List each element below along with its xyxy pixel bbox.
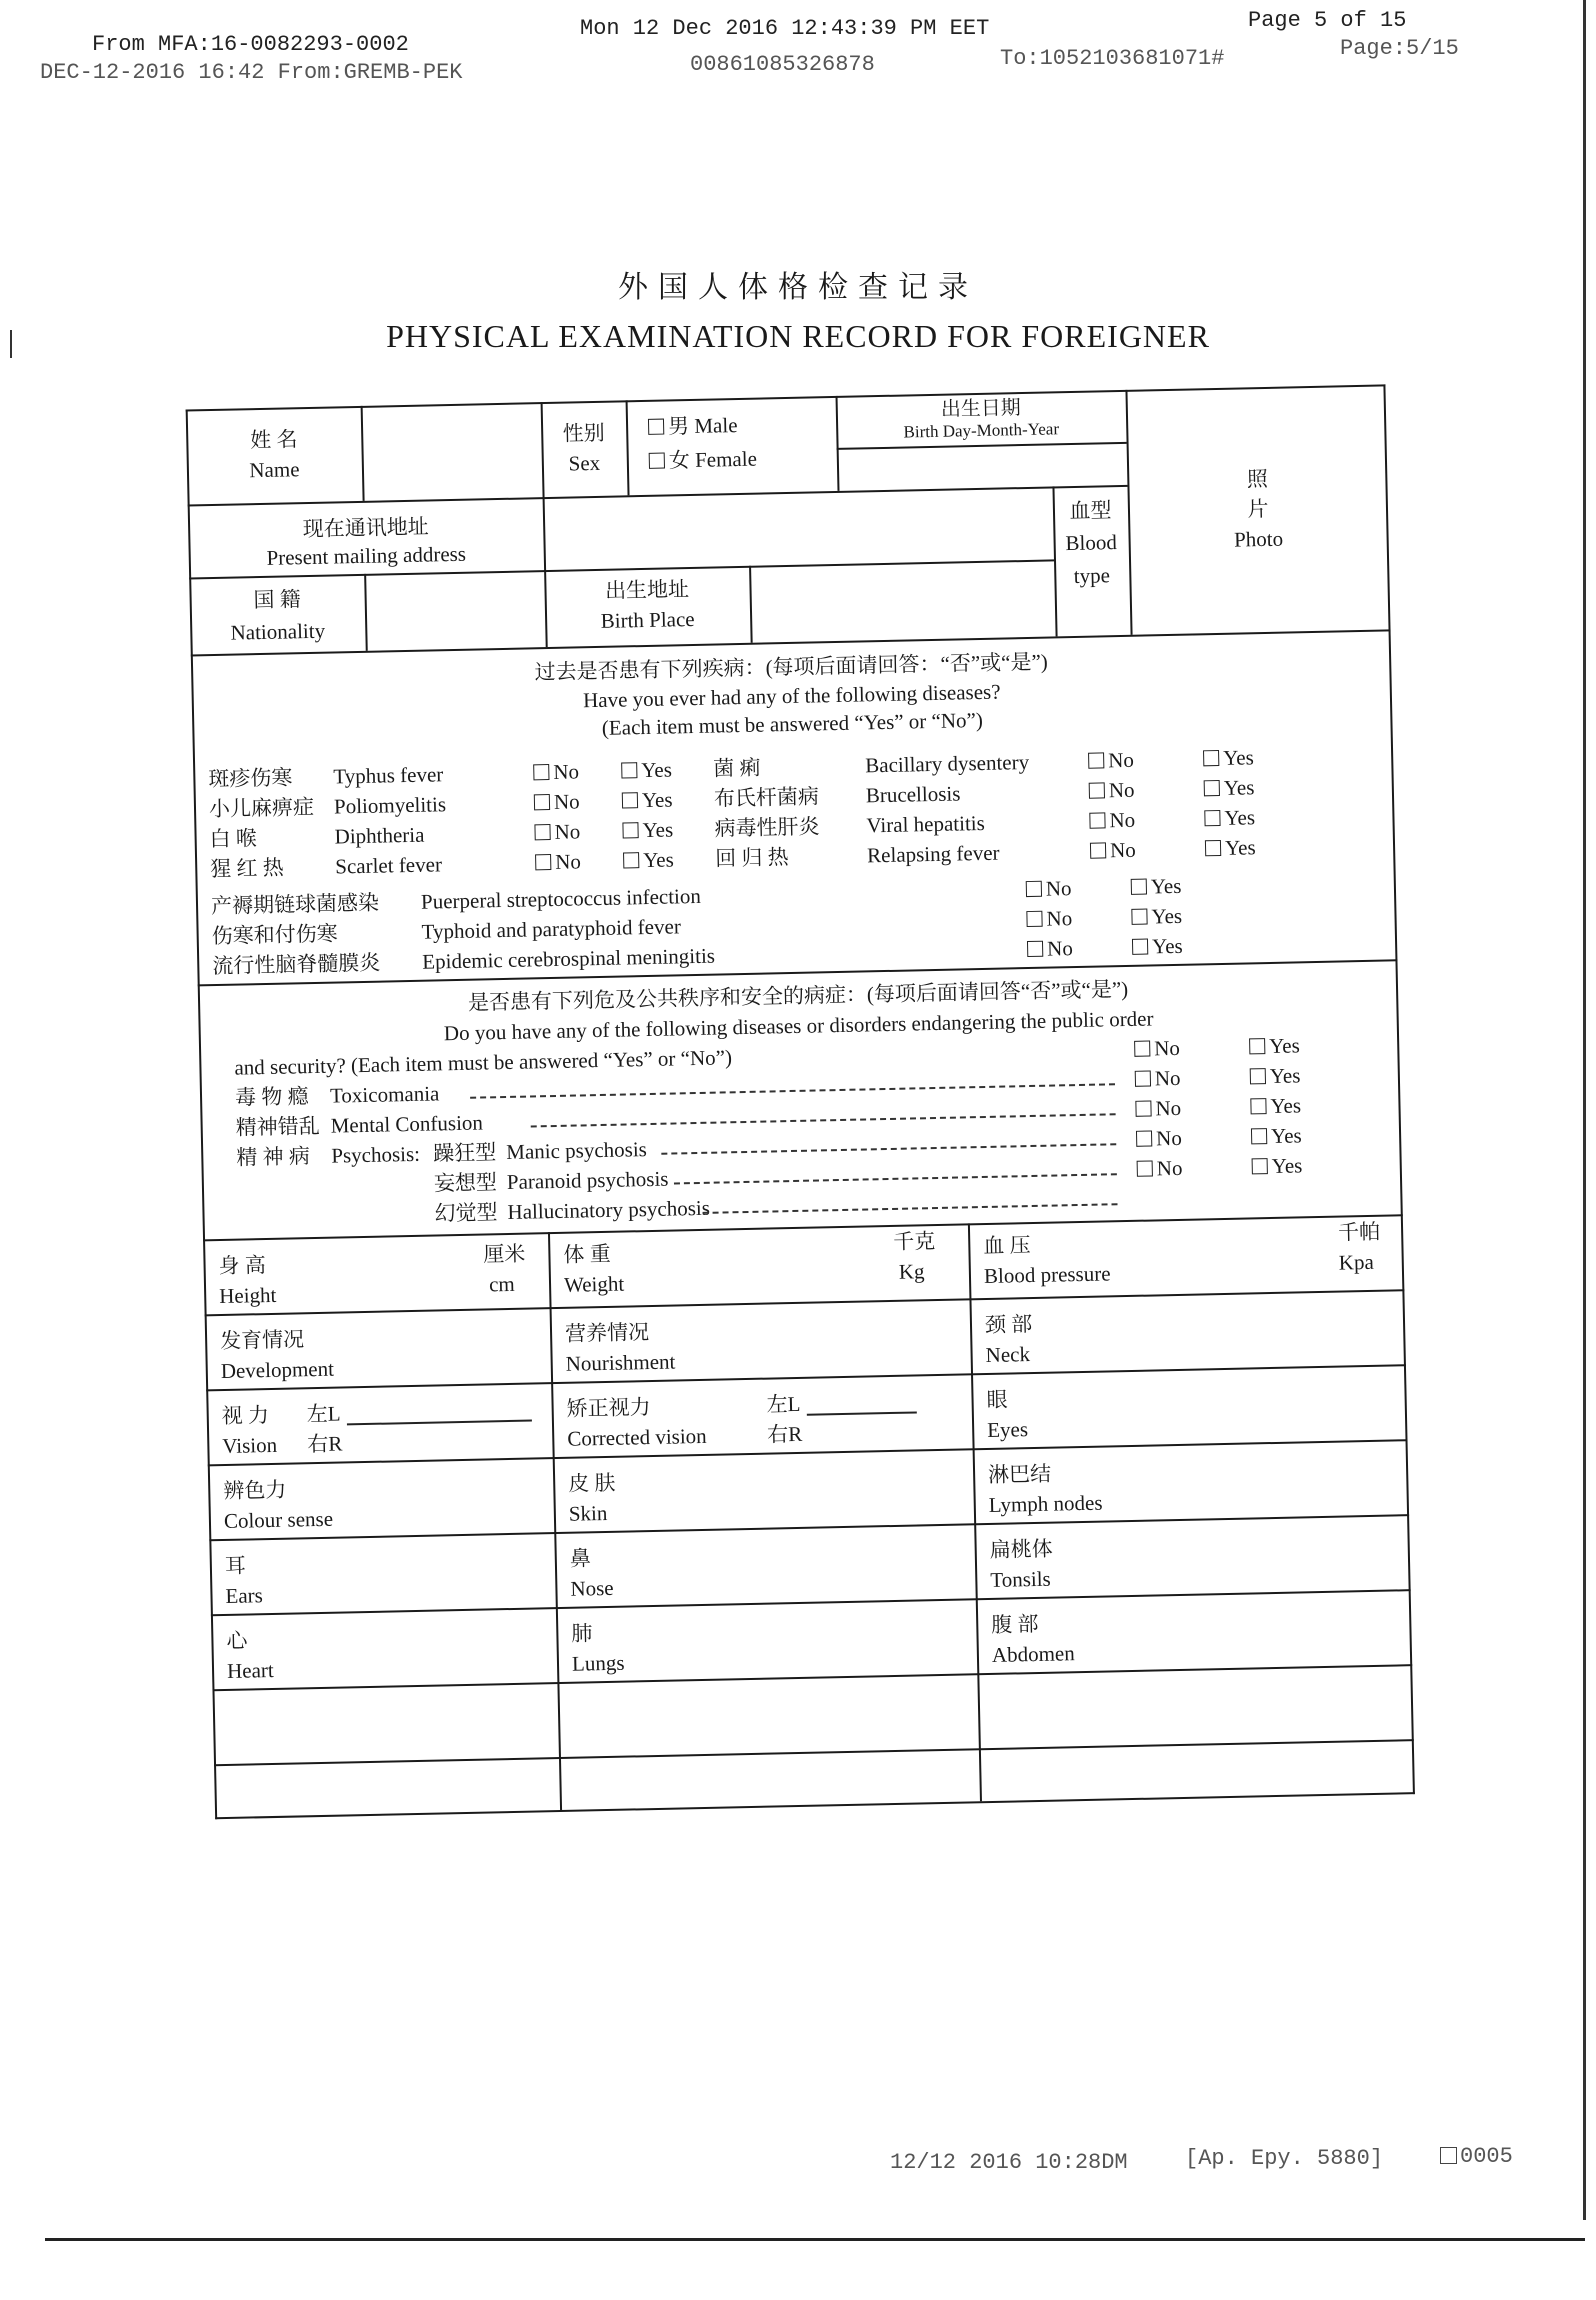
neck-label-cn: 颈 部 [984,1312,1033,1338]
corrected-vision-label: Corrected vision [567,1423,707,1451]
diphtheria-yes[interactable]: Yes [622,817,673,842]
female-option[interactable] [649,447,758,473]
puerperal-cn: 产褥期链球菌感染 [210,890,380,919]
halluc-cn: 幻觉型 [434,1200,498,1226]
disorders-heading-2: and security? (Each item must be answered “Yes” or “No”) [234,1045,733,1080]
male-label: 男 Male [667,413,738,439]
footer-page-number: 0005 [1460,2144,1513,2169]
footer-datetime: 12/12 2016 10:28DM [890,2150,1128,2175]
bp-label-cn: 血 压 [983,1233,1031,1259]
weight-label-cn: 体 重 [563,1241,611,1267]
nourishment-label: Nourishment [565,1349,676,1376]
meningitis-yes[interactable]: Yes [1132,934,1183,959]
hepatitis-label: Viral hepatitis [866,810,986,838]
dysentery-cn: 菌 痢 [713,755,761,781]
hepatitis-yes[interactable]: Yes [1204,805,1255,830]
brucellosis-yes[interactable]: Yes [1204,775,1255,800]
tonsils-label: Tonsils [990,1566,1051,1592]
fax-page: Page 5 of 15 [1248,8,1407,33]
paranoid-label: Paranoid psychosis [506,1166,669,1194]
photo-label: Photo [1233,526,1284,552]
confusion-no[interactable]: No [1135,1096,1181,1121]
bp-unit: Kpa [1338,1249,1375,1275]
manic-cn: 躁狂型 [433,1140,497,1166]
diphtheria-no[interactable]: No [534,819,580,844]
footer-box-icon [1440,2147,1457,2164]
colour-sense-label: Colour sense [223,1506,334,1533]
lymph-label-cn: 淋巴结 [987,1461,1052,1487]
page-edge-bottom [45,2238,1585,2241]
blood-label2: type [1073,563,1111,588]
fax-received: DEC-12-2016 16:42 From:GREMB-PEK [40,60,463,85]
vision-label: Vision [222,1432,278,1459]
abdomen-label-cn: 腹 部 [991,1611,1039,1637]
nourishment-label-cn: 营养情况 [564,1320,650,1346]
address-label-cn: 现在通讯地址 [302,514,429,542]
polio-label: Poliomyelitis [333,792,447,819]
female-label: 女 Female [668,446,758,473]
confusion-label: Mental Confusion [330,1110,484,1138]
typhus-cn: 斑疹伤寒 [208,765,293,792]
relapsing-no[interactable]: No [1090,838,1136,863]
typhus-yes[interactable]: Yes [621,757,672,782]
paranoid-yes[interactable]: Yes [1251,1153,1302,1178]
toxicomania-no[interactable]: No [1135,1066,1181,1091]
relapsing-yes[interactable]: Yes [1205,835,1256,860]
manic-no[interactable]: No [1136,1126,1182,1151]
weight-label: Weight [563,1271,625,1297]
confusion-yes[interactable]: Yes [1250,1093,1301,1118]
paranoid-no[interactable]: No [1137,1156,1183,1181]
heart-label: Heart [226,1657,274,1683]
typhus-label: Typhus fever [333,762,444,789]
skin-label-cn: 皮 肤 [567,1470,616,1496]
eyes-label: Eyes [986,1417,1029,1442]
male-option[interactable] [648,413,738,439]
nationality-label-cn: 国 籍 [253,587,302,613]
hepatitis-cn: 病毒性肝炎 [714,814,820,841]
heart-label-cn: 心 [226,1628,248,1653]
lungs-label-cn: 肺 [571,1621,593,1646]
diseases-note: (Each item must be answered “Yes” or “No”) [601,707,984,740]
public-order-no[interactable]: No [1134,1036,1180,1061]
typhoid-yes[interactable]: Yes [1131,904,1182,929]
corrected-vision-right: 右R [766,1421,803,1447]
typhoid-label: Typhoid and paratyphoid fever [421,914,682,944]
name-label-cn: 姓 名 [249,427,298,453]
title-chinese: 外国人体格检查记录 [618,271,978,304]
tonsils-label-cn: 扁桃体 [989,1536,1053,1562]
meningitis-label: Epidemic cerebrospinal meningitis [422,943,716,974]
photo-label-cn2: 片 [1247,496,1269,522]
hepatitis-no[interactable]: No [1089,808,1135,833]
blood-label-cn: 血型 [1069,498,1112,524]
development-label: Development [220,1356,335,1384]
abdomen-label: Abdomen [991,1641,1075,1667]
lymph-label: Lymph nodes [988,1490,1103,1517]
birthplace-label: Birth Place [600,606,695,633]
manic-yes[interactable]: Yes [1251,1123,1302,1148]
disorders-heading: Do you have any of the following diseases or disorders endangering the public order [443,1006,1154,1046]
female-checkbox[interactable] [649,453,665,469]
colour-sense-label-cn: 辨色力 [223,1477,287,1504]
male-checkbox[interactable] [648,419,664,435]
polio-cn: 小儿麻痹症 [208,794,315,822]
public-order-yes[interactable]: Yes [1249,1033,1300,1058]
relapsing-cn: 回 归 热 [714,845,789,871]
paranoid-cn: 妄想型 [433,1170,498,1196]
footer-page [1440,2144,1513,2169]
dysentery-label: Bacillary dysentery [865,749,1030,778]
title-english: PHYSICAL EXAMINATION RECORD FOR FOREIGNER [386,318,1210,354]
fax-page-short: Page:5/15 [1340,36,1459,61]
sex-label-cn: 性别 [562,420,605,446]
halluc-label: Hallucinatory psychosis [507,1195,711,1224]
nose-label-cn: 鼻 [569,1546,592,1571]
fax-number: 00861085326878 [690,52,875,77]
ears-label: Ears [225,1583,264,1608]
footer-code: [Ap. Epy. 5880] [1185,2146,1384,2171]
height-label: Height [218,1282,277,1309]
development-label-cn: 发育情况 [219,1327,305,1354]
height-unit-cn: 厘米 [483,1241,526,1267]
meningitis-no[interactable]: No [1027,936,1073,961]
scarlet-yes[interactable]: Yes [623,847,674,872]
lungs-label: Lungs [571,1650,625,1676]
diseases-heading: Have you ever had any of the following diseases? [582,679,1001,713]
birth-date-label: Birth Day-Month-Year [903,419,1060,442]
height-unit: cm [488,1271,515,1297]
nose-label: Nose [570,1575,614,1601]
birthplace-label-cn: 出生地址 [604,577,690,603]
bp-unit-cn: 千帕 [1337,1219,1381,1245]
confusion-cn: 精神错乱 [235,1113,320,1140]
brucellosis-no[interactable]: No [1089,778,1135,803]
toxicomania-cn: 毒 物 瘾 [234,1084,309,1110]
corrected-vision-label-cn: 矫正视力 [566,1395,651,1421]
fax-to: To:1052103681071# [1000,46,1225,71]
psychosis-cn: 精 神 病 [236,1144,311,1170]
dysentery-yes[interactable]: Yes [1203,745,1254,770]
scarlet-no[interactable]: No [535,849,581,874]
corrected-vision-left: 左L [766,1391,801,1417]
blood-label1: Blood [1065,530,1118,556]
disorders-heading-cn: 是否患有下列危及公共秩序和安全的病症：(每项后面请回答“否”或“是”) [467,976,1129,1015]
ears-label-cn: 耳 [224,1553,247,1578]
fax-datetime: Mon 12 Dec 2016 12:43:39 PM EET [580,16,990,41]
toxicomania-yes[interactable]: Yes [1250,1063,1301,1088]
dysentery-no[interactable]: No [1088,748,1134,773]
polio-no[interactable]: No [534,789,580,814]
bp-label: Blood pressure [983,1261,1111,1289]
typhoid-no[interactable]: No [1026,906,1072,931]
skin-label: Skin [568,1500,608,1526]
photo-label-cn1: 照 [1246,466,1269,492]
height-label-cn: 身 高 [218,1253,267,1279]
vision-right: 右R [307,1431,343,1457]
eyes-label-cn: 眼 [986,1387,1008,1413]
vision-left: 左L [306,1401,341,1427]
nationality-label: Nationality [230,618,326,645]
diseases-heading-cn: 过去是否患有下列疾病：(每项后面请回答：“否”或“是”) [534,649,1049,685]
puerperal-no[interactable]: No [1026,876,1072,901]
weight-unit: Kg [898,1259,925,1284]
relapsing-label: Relapsing fever [866,840,1000,868]
meningitis-cn: 流行性脑脊髓膜炎 [212,950,381,979]
psychosis-label: Psychosis: [331,1141,421,1168]
puerperal-label: Puerperal streptococcus infection [420,883,702,914]
birth-date-label-cn: 出生日期 [940,397,1022,421]
diphtheria-cn: 白 喉 [209,826,258,852]
manic-label: Manic psychosis [506,1137,648,1165]
scarlet-label: Scarlet fever [335,852,443,879]
address-label: Present mailing address [266,541,467,570]
neck-label: Neck [985,1342,1031,1368]
fax-sender: From MFA:16-0082293-0002 [92,32,409,57]
diphtheria-label: Diphtheria [334,822,425,849]
puerperal-yes[interactable]: Yes [1131,874,1182,899]
vision-label-cn: 视 力 [221,1403,270,1429]
brucellosis-cn: 布氏杆菌病 [713,784,820,811]
polio-yes[interactable]: Yes [622,787,673,812]
name-label: Name [249,457,300,483]
scarlet-cn: 猩 红 热 [210,855,285,882]
brucellosis-label: Brucellosis [865,781,961,808]
typhus-no[interactable]: No [533,759,579,784]
typhoid-cn: 伤寒和付伤寒 [211,921,338,949]
exam-form [185,359,1415,1819]
weight-unit-cn: 千克 [892,1229,936,1254]
toxicomania-label: Toxicomania [329,1081,440,1108]
sex-label: Sex [568,450,601,476]
